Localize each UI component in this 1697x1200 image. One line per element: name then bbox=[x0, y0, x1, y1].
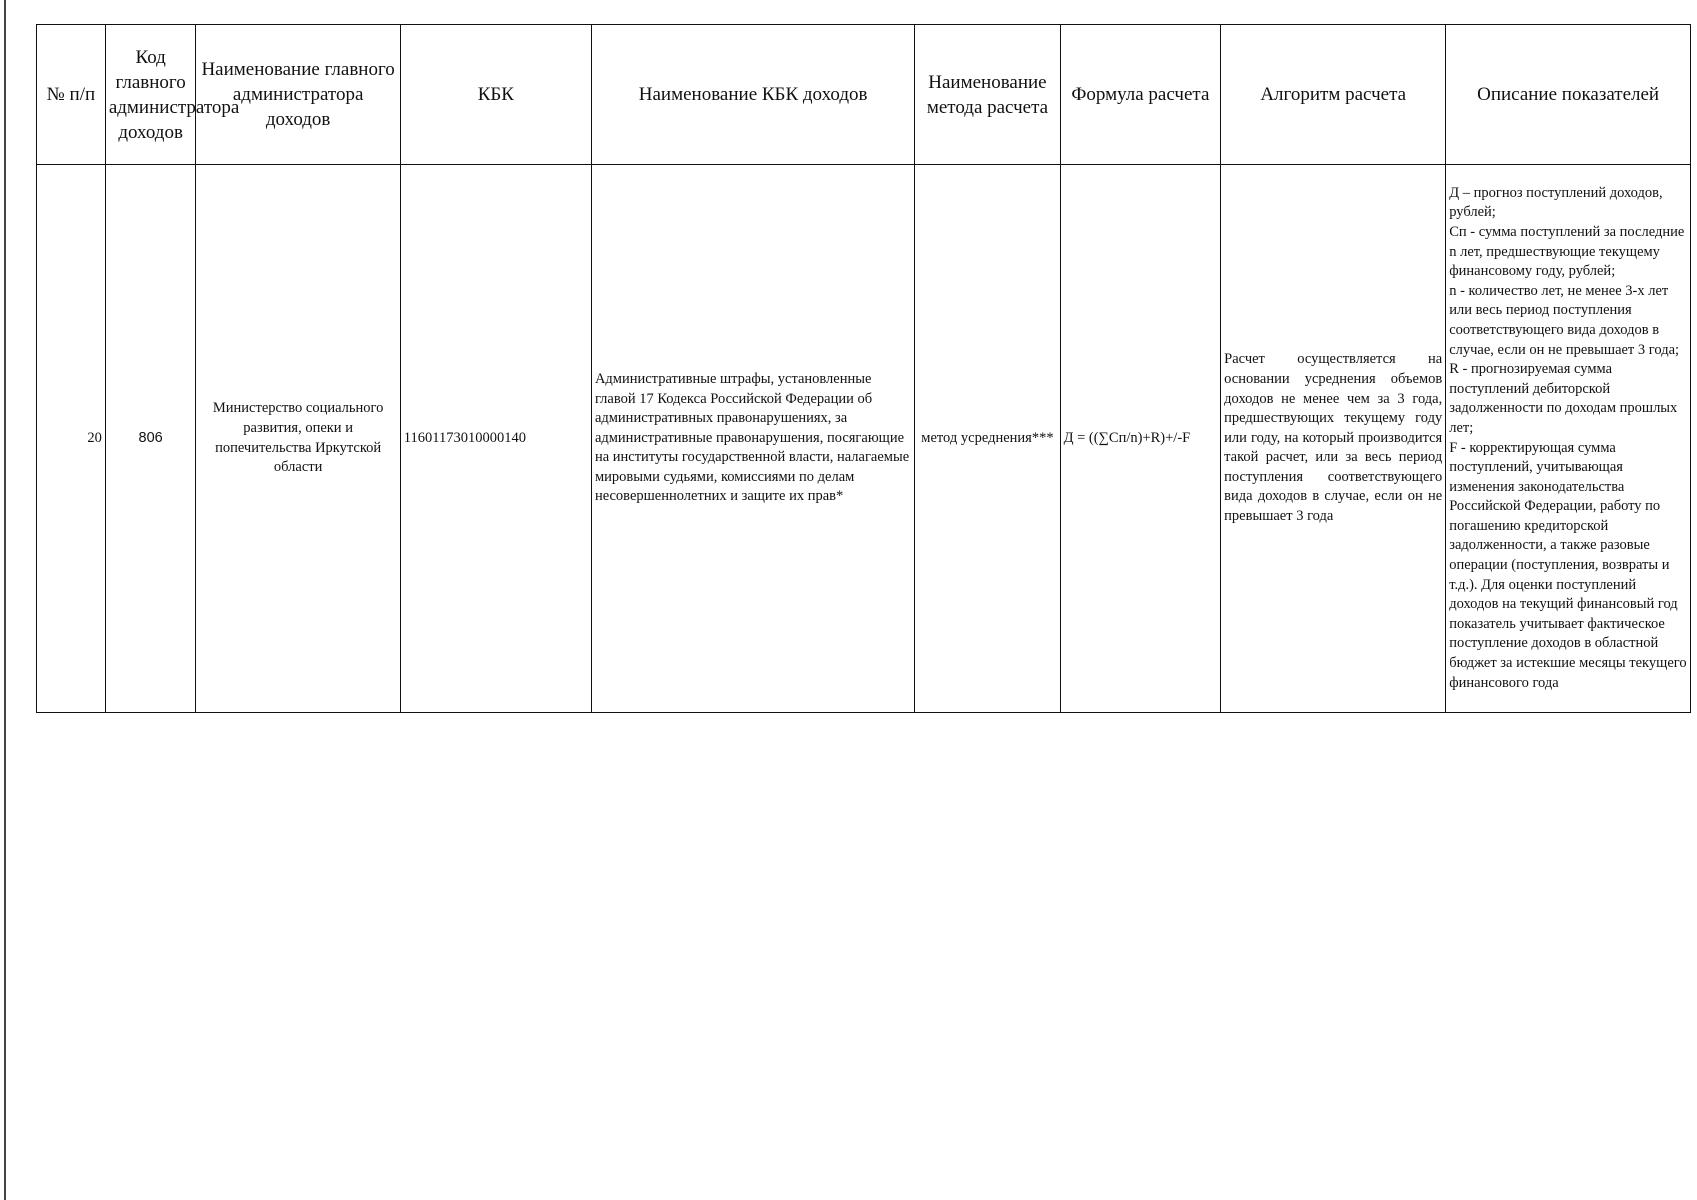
description-line-sp: Сп - сумма поступлений за последние n лет, предшествующие текущему финансовому году, рублей; bbox=[1449, 223, 1685, 280]
header-method: Наименование метода расчета bbox=[915, 25, 1060, 165]
row-admin-code: 806 bbox=[105, 165, 196, 713]
row-description bbox=[1446, 165, 1691, 713]
header-kbk: КБК bbox=[400, 25, 591, 165]
header-admin-name: Наименование главного администратора доходов bbox=[196, 25, 400, 165]
row-formula: Д = ((∑Cп/n)+R)+/-F bbox=[1060, 165, 1221, 713]
row-method: метод усреднения*** bbox=[915, 165, 1060, 713]
description-line-f: F - корректирующая сумма поступлений, учитывающая изменения законодательства Российской Федерации, работу по погашению кредиторской задолженности, а также разовые операции (поступления, возвраты и т.д.). Для оценки поступлений доходов на текущий финансовый год показатель учитывает фактическое поступление доходов в областной бюджет за истекшие месяцы текущего финансового года bbox=[1449, 439, 1687, 691]
header-algorithm: Алгоритм расчета bbox=[1221, 25, 1446, 165]
row-num: 20 bbox=[37, 165, 106, 713]
row-kbk: 11601173010000140 bbox=[400, 165, 591, 713]
header-formula: Формула расчета bbox=[1060, 25, 1221, 165]
row-algorithm: Расчет осуществляется на основании усреднения объемов доходов не менее чем за 3 года, предшествующих текущему году или году, на который производится такой расчет, или за весь период поступления соответствующего вида доходов в случае, если он не превышает 3 года bbox=[1221, 165, 1446, 713]
row-kbk-name: Административные штрафы, установленные главой 17 Кодекса Российской Федерации об административных правонарушениях, за административные правонарушения, посягающие на институты государственной власти, налагаемые мировыми судьями, комиссиями по делам несовершеннолетних и защите их прав* bbox=[591, 165, 914, 713]
table-row bbox=[37, 165, 1691, 713]
description-line-r: R - прогнозируемая сумма поступлений дебиторской задолженности по доходам прошлых лет; bbox=[1449, 361, 1678, 436]
revenue-forecast-table bbox=[36, 24, 1691, 713]
header-admin-code: Код главного администратора доходов bbox=[105, 25, 196, 165]
description-line-n: n - количество лет, не менее 3-х лет или весь период поступления соответствующего вида доходов в случае, если он не превышает 3 года; bbox=[1449, 282, 1680, 358]
header-num: № п/п bbox=[37, 25, 106, 165]
row-admin-name: Министерство социального развития, опеки и попечительства Иркутской области bbox=[196, 165, 400, 713]
table-header-row bbox=[37, 25, 1691, 165]
header-description: Описание показателей bbox=[1446, 25, 1691, 165]
header-kbk-name: Наименование КБК доходов bbox=[591, 25, 914, 165]
description-line-d: Д – прогноз поступлений доходов, рублей; bbox=[1449, 184, 1663, 221]
page-left-border bbox=[4, 0, 6, 1200]
